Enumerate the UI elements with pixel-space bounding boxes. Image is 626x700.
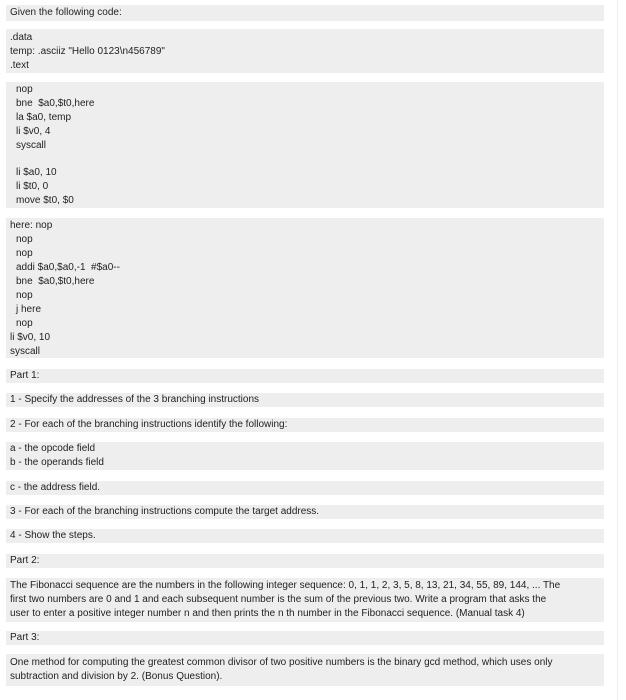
code-block-2 [6,218,604,358]
part2-text-line: The Fibonacci sequence are the numbers in the following integer sequence: 0, 1, 1, 2, 3, 5, 8, 13, 21, 34, 55, 89, 144, ... The [10,580,561,591]
part1-q2-item-a: a - the opcode field [10,443,96,454]
code-line: nop [16,318,33,329]
code-line: here: nop [10,220,53,231]
data-line: .text [10,60,29,71]
part1-q4-block [6,529,604,543]
page-edge [606,0,626,700]
part1-question-4: 4 - Show the steps. [10,530,96,541]
part3-heading-block [6,631,604,645]
data-line: temp: .asciiz "Hello 0123\n456789" [10,46,165,57]
code-line: la $a0, temp [16,112,72,123]
part2-text-block [6,578,604,622]
code-line: syscall [10,346,41,357]
part1-question-1: 1 - Specify the addresses of the 3 branching instructions [10,394,260,405]
code-line: li $v0, 4 [16,126,51,137]
part1-q2c-block [6,481,604,495]
part3-text-line: subtraction and division by 2. (Bonus Question). [10,671,223,682]
code-line: move $t0, $0 [16,195,74,206]
code-line: nop [16,84,33,95]
part2-text-line: user to enter a positive integer number n and then prints the n th number in the Fibonacci sequence. (Manual task 4) [10,608,525,619]
part3-text-block [6,654,604,686]
code-line: j here [16,304,42,315]
part3-text-line: One method for computing the greatest common divisor of two positive numbers is the binary gcd method, which uses only [10,657,553,668]
part1-q2-items-block [6,442,604,470]
part1-q3-block [6,505,604,519]
data-section-block [6,29,604,73]
part1-heading: Part 1: [10,370,40,381]
part1-q2-item-b: b - the operands field [10,457,104,468]
part2-text-line: first two numbers are 0 and 1 and each subsequent number is the sum of the previous two. Write a program that asks the [10,594,547,605]
data-line: .data [10,32,33,43]
code-line: li $a0, 10 [16,167,57,178]
part2-heading: Part 2: [10,555,40,566]
intro-text: Given the following code: [10,7,122,18]
code-line: addi $a0,$a0,-1 #$a0-- [16,262,120,273]
code-line: bne $a0,$t0,here [16,98,95,109]
code-line: li $t0, 0 [16,181,49,192]
part1-q2-block [6,418,604,432]
part1-question-2: 2 - For each of the branching instructions identify the following: [10,419,288,430]
part2-heading-block [6,554,604,568]
intro-block [6,5,604,21]
code-line: syscall [16,140,47,151]
part3-heading: Part 3: [10,632,40,643]
part1-q1-block [6,393,604,407]
part1-question-3: 3 - For each of the branching instructions compute the target address. [10,506,320,517]
code-line: nop [16,290,33,301]
code-line: li $v0, 10 [10,332,51,343]
code-line: bne $a0,$t0,here [16,276,95,287]
page-edge-line [617,0,618,700]
code-block-1 [6,82,604,208]
code-line: nop [16,248,33,259]
part1-heading-block [6,369,604,383]
code-line: nop [16,234,33,245]
part1-q2-item-c: c - the address field. [10,482,101,493]
